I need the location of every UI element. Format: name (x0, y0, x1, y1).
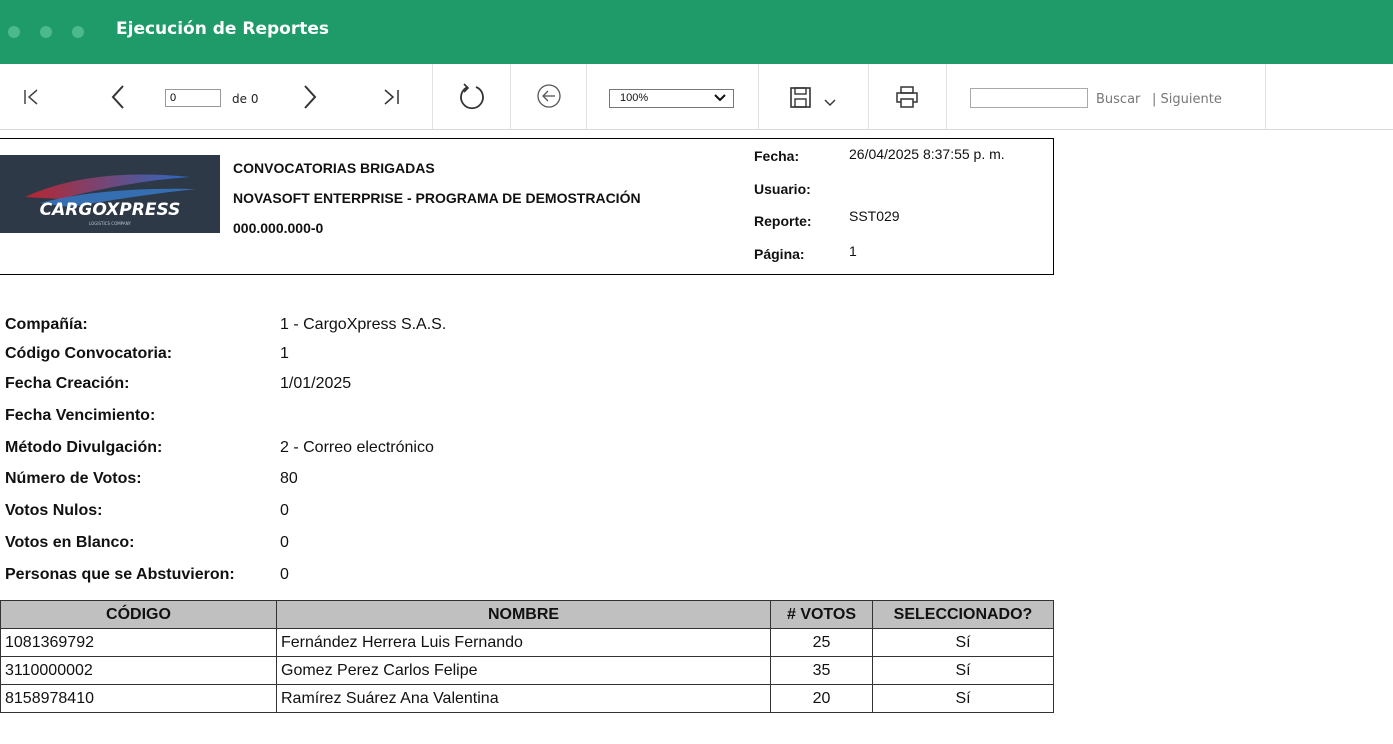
cell-codigo: 3110000002 (1, 657, 277, 685)
header-votos: # VOTOS (771, 601, 873, 629)
cell-seleccionado: Sí (873, 685, 1054, 713)
chevron-down-icon (713, 92, 727, 104)
print-icon[interactable] (895, 85, 919, 109)
first-page-icon[interactable] (22, 86, 42, 108)
meta-label: Fecha: (754, 148, 800, 164)
refresh-icon[interactable] (458, 82, 486, 112)
info-label: Número de Votos: (5, 470, 142, 487)
chevron-down-icon[interactable] (823, 98, 837, 108)
search-button[interactable]: Buscar (1096, 92, 1141, 107)
cell-nombre: Fernández Herrera Luis Fernando (277, 629, 771, 657)
table-row (1, 685, 1054, 713)
next-page-icon[interactable] (300, 84, 320, 110)
company-logo (0, 155, 220, 233)
info-value: 0 (280, 502, 289, 519)
window-dot-icon[interactable] (72, 26, 84, 38)
cell-codigo: 8158978410 (1, 685, 277, 713)
cell-seleccionado: Sí (873, 657, 1054, 685)
logo-text: CARGOXPRESS (39, 200, 181, 220)
info-value: 80 (280, 470, 298, 487)
info-label: Fecha Vencimiento: (5, 407, 156, 424)
info-label: Compañía: (5, 316, 88, 333)
table-row (1, 629, 1054, 657)
page-count-label: de 0 (232, 92, 259, 106)
meta-label: Reporte: (754, 213, 812, 229)
prev-page-icon[interactable] (108, 84, 128, 110)
zoom-value: 100% (620, 92, 649, 104)
info-label: Método Divulgación: (5, 439, 163, 456)
meta-label: Página: (754, 246, 805, 262)
report-company-line: NOVASOFT ENTERPRISE - PROGRAMA DE DEMOSTRACIÓN (233, 190, 641, 206)
info-value: 1 (280, 345, 289, 362)
cell-codigo: 1081369792 (1, 629, 277, 657)
next-result-button[interactable]: | Siguiente (1152, 92, 1222, 107)
last-page-icon[interactable] (381, 86, 403, 108)
meta-value: 26/04/2025 8:37:55 p. m. (849, 146, 1005, 162)
title-bar (0, 0, 1393, 64)
info-value: 1 - CargoXpress S.A.S. (280, 316, 447, 333)
logo-subtext: LOGISTICS COMPANY (89, 221, 131, 226)
info-value: 2 - Correo electrónico (280, 439, 434, 456)
header-seleccionado: SELECCIONADO? (873, 601, 1054, 629)
info-label: Personas que se Abstuvieron: (5, 566, 235, 583)
cell-votos: 35 (771, 657, 873, 685)
cell-nombre: Gomez Perez Carlos Felipe (277, 657, 771, 685)
meta-value: SST029 (849, 208, 900, 224)
meta-value: 1 (849, 243, 857, 259)
save-icon[interactable] (789, 86, 813, 110)
back-icon[interactable] (536, 83, 562, 109)
table-row (1, 657, 1054, 685)
cell-votos: 25 (771, 629, 873, 657)
info-label: Votos en Blanco: (5, 534, 135, 551)
header-nombre: NOMBRE (277, 601, 771, 629)
page-number-input[interactable] (165, 89, 221, 107)
report-nit-line: 000.000.000-0 (233, 220, 324, 236)
table-header-row (1, 601, 1054, 629)
window-title: Ejecución de Reportes (116, 19, 329, 39)
cell-seleccionado: Sí (873, 629, 1054, 657)
results-table (0, 600, 1054, 713)
report-title-line: CONVOCATORIAS BRIGADAS (233, 160, 435, 176)
info-label: Votos Nulos: (5, 502, 103, 519)
search-input[interactable] (970, 88, 1088, 108)
cell-votos: 20 (771, 685, 873, 713)
header-codigo: CÓDIGO (1, 601, 277, 629)
info-label: Fecha Creación: (5, 375, 130, 392)
info-label: Código Convocatoria: (5, 345, 173, 362)
zoom-select[interactable] (609, 89, 734, 108)
info-value: 1/01/2025 (280, 375, 352, 392)
info-value: 0 (280, 534, 289, 551)
window-dot-icon[interactable] (8, 26, 20, 38)
meta-label: Usuario: (754, 181, 811, 197)
info-value: 0 (280, 566, 289, 583)
window-dot-icon[interactable] (40, 26, 52, 38)
cell-nombre: Ramírez Suárez Ana Valentina (277, 685, 771, 713)
